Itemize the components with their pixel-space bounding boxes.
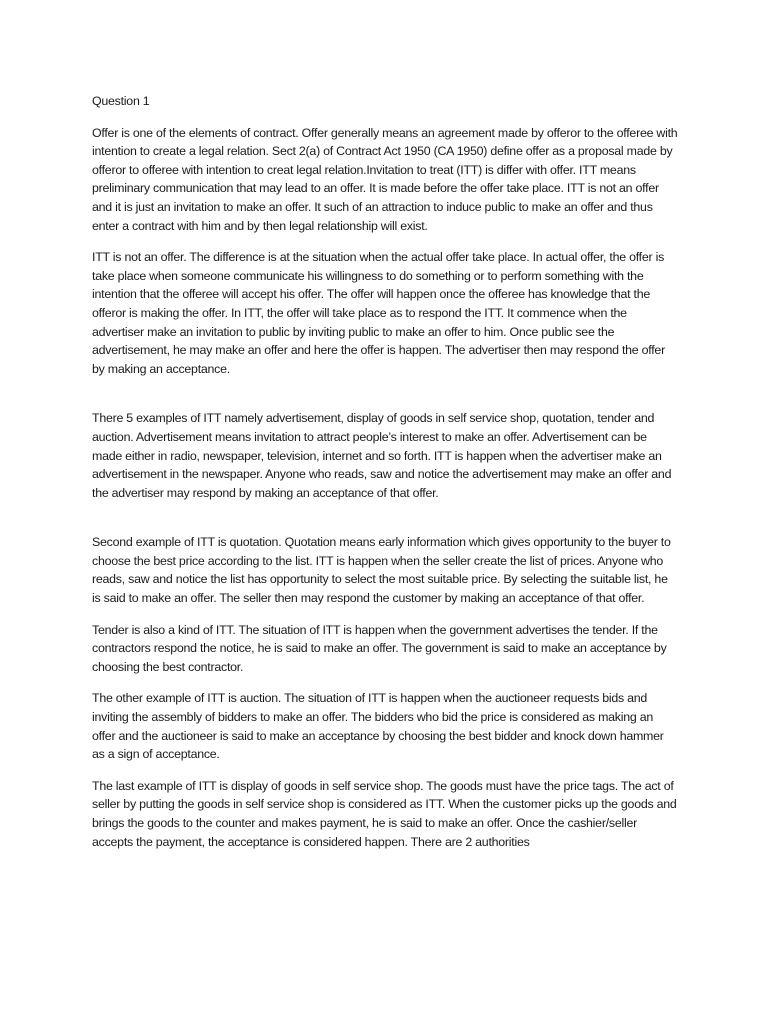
paragraph-itt-not-offer: ITT is not an offer. The difference is at the situation when the actual offer take place. In actual offer, the offer is take place when someone communicate his willingness to do something or to perform something with the intention that the offeree will accept his offer. The offer will happen once the offeree has knowledge that the offeror is making the offer. In ITT, the offer will take place as to respond the ITT. It commence when the advertiser make an invitation to public by inviting public to make an offer to him. Once public see the advertisement, he may make an offer and here the offer is happen. The advertiser then may respond the offer by making an acceptance.: [92, 250, 665, 376]
paragraph-tender: Tender is also a kind of ITT. The situation of ITT is happen when the government advertises the tender. If the contractors respond the notice, he is said to make an offer. The government is said to make an acceptance by choosing the best contractor.: [92, 622, 667, 674]
paragraph-offer-definition: Offer is one of the elements of contract. Offer generally means an agreement made by offeror to the offeree with intention to create a legal relation. Sect 2(a) of Contract Act 1950 (CA 1950) define offer as a proposal made by offeror to offeree with intention to creat legal relation.Invitation to treat (ITT) is differ with offer. ITT means preliminary communication that may lead to an offer. It is made before the offer take place. ITT is not an offer and it is just an invitation to make an offer. It such of an attraction to induce public to make an offer and thus enter a contract with him and by then legal relationship will exist.: [92, 125, 678, 233]
paragraph-auction: The other example of ITT is auction. The situation of ITT is happen when the auctioneer requests bids and inviting the assembly of bidders to make an offer. The bidders who bid the price is considered as making an offer and the auctioneer is said to make an acceptance by choosing the best bidder and knock down hammer as a sign of acceptance.: [92, 691, 664, 762]
paragraph-quotation: Second example of ITT is quotation. Quotation means early information which gives opportunity to the buyer to choose the best price according to the list. ITT is happen when the seller create the list of prices. Anyone who reads, saw and notice the list has opportunity to select the most suitable price. By selecting the suitable list, he is said to make an offer. The seller then may respond the customer by making an acceptance of that offer.: [92, 535, 671, 606]
document-body: [92, 92, 678, 864]
paragraph-examples-advertisement: There 5 examples of ITT namely advertisement, display of goods in self service shop, quotation, tender and auction. Advertisement means invitation to attract people’s interest to make an offer. Advertisement can be made either in radio, newspaper, television, internet and so forth. ITT is happen when the advertiser make an advertisement in the newspaper. Anyone who reads, saw and notice the advertisement may make an offer and the advertiser may respond by making an acceptance of that offer.: [92, 411, 672, 500]
paragraph-self-service-shop: The last example of ITT is display of goods in self service shop. The goods must have the price tags. The act of seller by putting the goods in self service shop is considered as ITT. When the customer picks up the goods and brings the goods to the counter and makes payment, he is said to make an offer. Once the cashier/seller accepts the payment, the acceptance is considered happen. There are 2 authorities: [92, 778, 677, 849]
question-heading: Question 1: [92, 94, 150, 108]
